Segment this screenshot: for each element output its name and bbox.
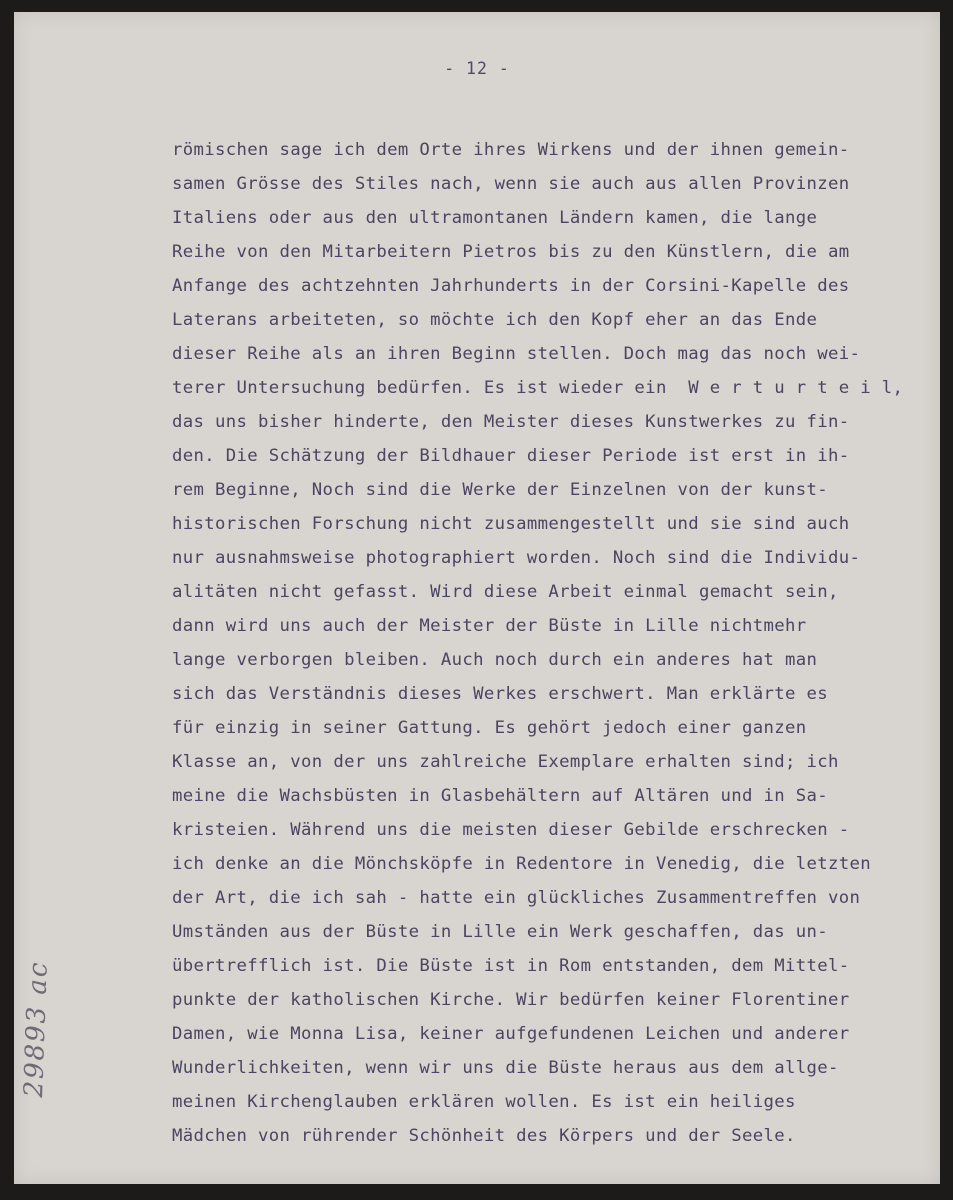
typed-text-body	[172, 133, 903, 1153]
text-line: historischen Forschung nicht zusammengestellt und sie sind auch	[172, 514, 850, 534]
text-line: sich das Verständnis dieses Werkes erschwert. Man erklärte es	[172, 684, 829, 704]
text-line: für einzig in seiner Gattung. Es gehört jedoch einer ganzen	[172, 718, 807, 738]
text-line: dann wird uns auch der Meister der Büste in Lille nichtmehr	[172, 616, 807, 636]
text-line: übertrefflich ist. Die Büste ist in Rom entstanden, dem Mittel-	[172, 956, 850, 976]
text-line: dieser Reihe als an ihren Beginn stellen. Doch mag das noch wei-	[172, 344, 861, 364]
text-line: Umständen aus der Büste in Lille ein Werk geschaffen, das un-	[172, 922, 829, 942]
text-line: terer Untersuchung bedürfen. Es ist wieder ein W e r t u r t e i l,	[172, 378, 904, 398]
text-line: Wunderlichkeiten, wenn wir uns die Büste heraus aus dem allge-	[172, 1058, 839, 1078]
text-line: punkte der katholischen Kirche. Wir bedürfen keiner Florentiner	[172, 990, 850, 1010]
text-line: der Art, die ich sah - hatte ein glückliches Zusammentreffen von	[172, 888, 861, 908]
text-line: kristeien. Während uns die meisten dieser Gebilde erschrecken -	[172, 820, 850, 840]
text-line: ich denke an die Mönchsköpfe in Redentore in Venedig, die letzten	[172, 854, 872, 874]
text-line: Italiens oder aus den ultramontanen Ländern kamen, die lange	[172, 208, 818, 228]
handwritten-archive-number: 29893 ac	[19, 960, 54, 1099]
text-line: den. Die Schätzung der Bildhauer dieser Periode ist erst in ih-	[172, 446, 850, 466]
text-line: alitäten nicht gefasst. Wird diese Arbeit einmal gemacht sein,	[172, 582, 839, 602]
text-line: das uns bisher hinderte, den Meister dieses Kunstwerkes zu fin-	[172, 412, 850, 432]
document-page	[14, 12, 940, 1184]
text-line: lange verborgen bleiben. Auch noch durch ein anderes hat man	[172, 650, 818, 670]
text-line: Anfange des achtzehnten Jahrhunderts in der Corsini-Kapelle des	[172, 276, 850, 296]
text-line: römischen sage ich dem Orte ihres Wirkens und der ihnen gemein-	[172, 140, 850, 160]
text-line: Damen, wie Monna Lisa, keiner aufgefundenen Leichen und anderer	[172, 1024, 850, 1044]
text-line: Klasse an, von der uns zahlreiche Exemplare erhalten sind; ich	[172, 752, 839, 772]
page-number: - 12 -	[444, 59, 510, 78]
text-line: meinen Kirchenglauben erklären wollen. Es ist ein heiliges	[172, 1092, 796, 1112]
text-line: nur ausnahmsweise photographiert worden. Noch sind die Individu-	[172, 548, 861, 568]
text-line: samen Grösse des Stiles nach, wenn sie auch aus allen Provinzen	[172, 174, 850, 194]
text-line: Mädchen von rührender Schönheit des Körpers und der Seele.	[172, 1126, 796, 1146]
text-line: Laterans arbeiteten, so möchte ich den Kopf eher an das Ende	[172, 310, 818, 330]
text-line: Reihe von den Mitarbeitern Pietros bis zu den Künstlern, die am	[172, 242, 850, 262]
text-line: rem Beginne, Noch sind die Werke der Einzelnen von der kunst-	[172, 480, 829, 500]
text-line: meine die Wachsbüsten in Glasbehältern auf Altären und in Sa-	[172, 786, 829, 806]
